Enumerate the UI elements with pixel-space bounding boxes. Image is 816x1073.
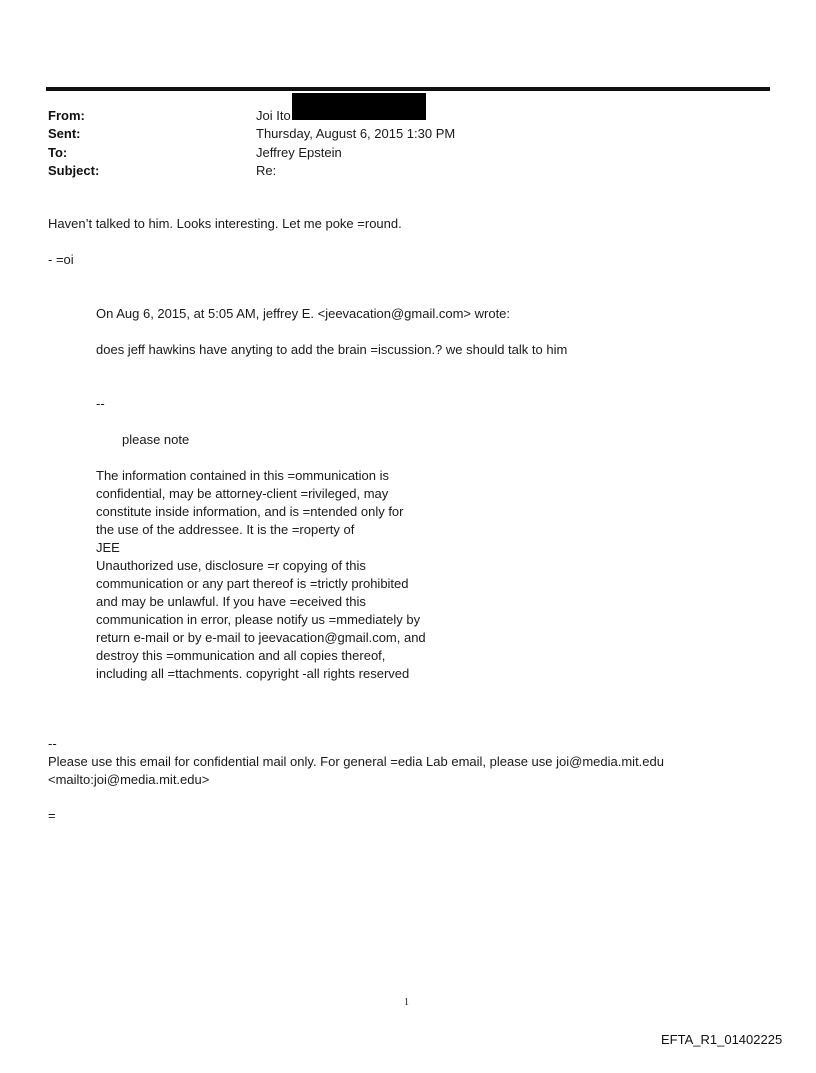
from-label: From: — [48, 108, 85, 123]
header-rule — [46, 87, 770, 91]
from-value: Joi Ito — [256, 108, 291, 123]
footer-line: Please use this email for confidential mail only. For general =edia Lab email, please use joi@media.mit.edu — [48, 754, 664, 769]
reply-text: Haven’t talked to him. Looks interesting. Let me poke =round. — [48, 216, 402, 231]
redaction-box — [292, 93, 426, 120]
footer-equals: = — [48, 808, 56, 823]
footer-mailto: <mailto:joi@media.mit.edu> — [48, 772, 210, 787]
to-value: Jeffrey Epstein — [256, 145, 342, 160]
to-label: To: — [48, 145, 68, 160]
subject-label: Subject: — [48, 163, 100, 178]
footer-separator: -- — [48, 736, 57, 751]
quote-intro: On Aug 6, 2015, at 5:05 AM, jeffrey E. <jeevacation@gmail.com> wrote: — [96, 306, 511, 321]
sent-value: Thursday, August 6, 2015 1:30 PM — [256, 126, 456, 141]
quote-text: does jeff hawkins have anyting to add the brain =iscussion.? we should talk to him — [96, 342, 568, 357]
please-note: please note — [122, 432, 190, 447]
document-stamp: EFTA_R1_01402225 — [661, 1032, 783, 1047]
subject-value: Re: — [256, 163, 277, 178]
sent-label: Sent: — [48, 126, 81, 141]
page-number: 1 — [404, 997, 409, 1008]
quote-separator: -- — [96, 396, 105, 411]
disclaimer-paragraph: The information contained in this =ommunication is confidential, may be attorney-client =rivileged, may constitute inside information, and is =ntended only for the use of the addressee. It is the =roperty of JEE Unauthorized use, disclosure =r copying of this communication or any part thereof is =trictly prohibited and may be unlawful. If you have =eceived this communication in error, please notify us =mmediately by return e-mail or by e-mail to jeevacation@gmail.com, and destroy this =ommunication and all copies thereof, including all =ttachments. copyright -all rights reserved — [96, 468, 426, 681]
reply-signoff: - =oi — [48, 252, 74, 267]
